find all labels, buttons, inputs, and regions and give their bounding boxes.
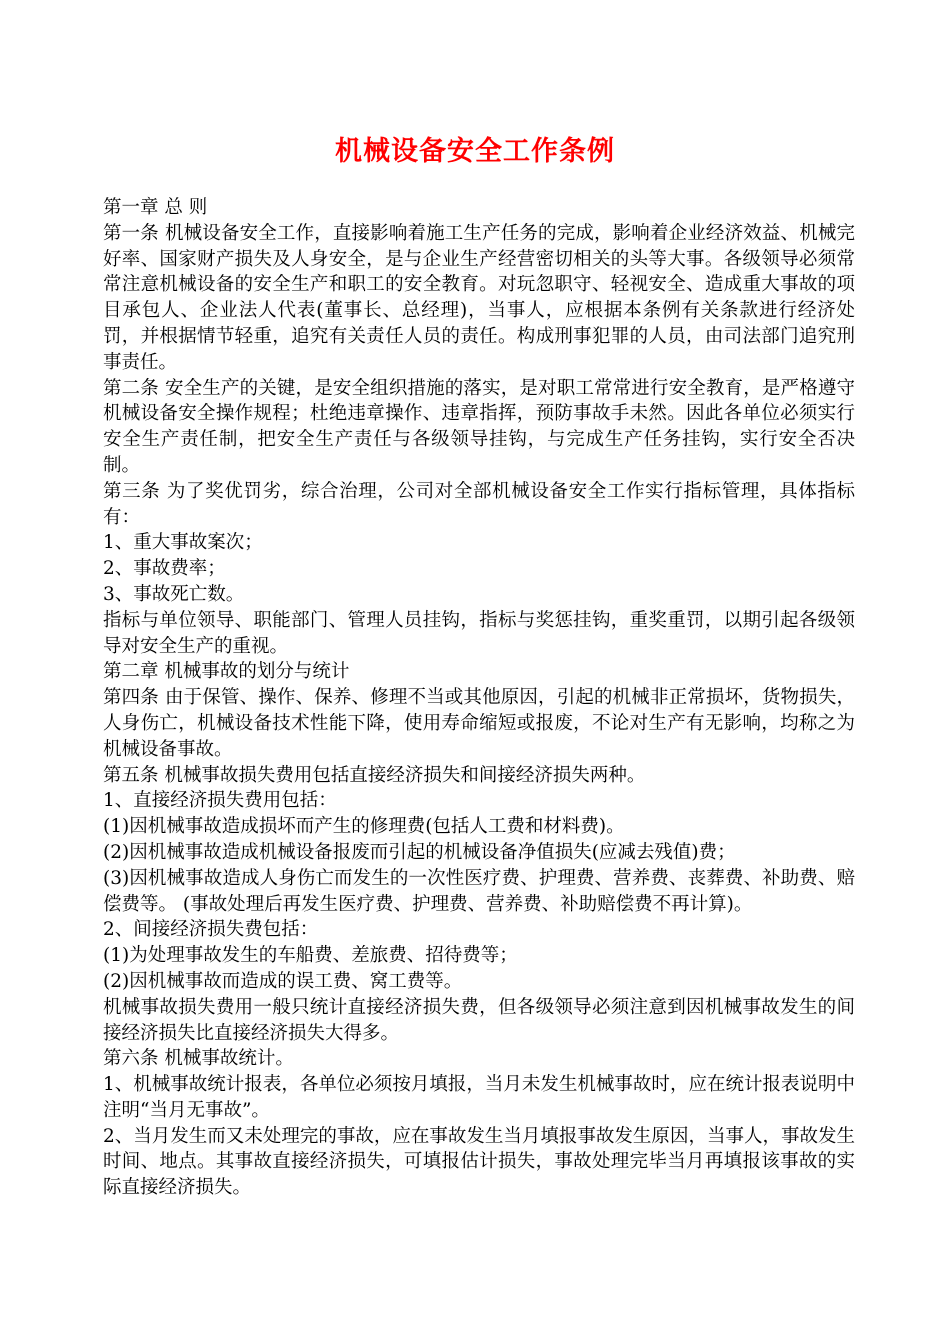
document-title: 机械设备安全工作条例 [335, 136, 615, 167]
article-paragraph: 第三条 为了奖优罚劣，综合治理，公司对全部机械设备安全工作实行指标管理，具体指标有： [103, 480, 855, 528]
body-paragraph: 指标与单位领导、职能部门、管理人员挂钩，指标与奖惩挂钩，重奖重罚，以期引起各级领导对安全生产的重视。 [103, 609, 855, 657]
chapter-heading: 第二章 机械事故的划分与统计 [103, 661, 350, 683]
list-item: 3、事故死亡数。 [103, 583, 245, 605]
article-paragraph: 第四条 由于保管、操作、保养、修理不当或其他原因，引起的机械非正常损坏，货物损失，人身伤亡，机械设备技术性能下降，使用寿命缩短或报废，不论对生产有无影响，均称之为机械设备事故。 [103, 687, 855, 760]
list-item: 1、直接经济损失费用包括： [103, 790, 337, 812]
list-item: (1)为处理事故发生的车船费、差旅费、招待费等； [103, 945, 518, 967]
list-item: (3)因机械事故造成人身伤亡而发生的一次性医疗费、护理费、营养费、丧葬费、补助费、赔偿费等。 (事故处理后再发生医疗费、护理费、营养费、补助赔偿费不再计算)。 [103, 867, 855, 915]
body-paragraph: 机械事故损失费用一般只统计直接经济损失费，但各级领导必须注意到因机械事故发生的间接经济损失比直接经济损失大得多。 [103, 996, 855, 1044]
chapter-heading: 第一章 总 则 [103, 197, 208, 218]
list-item: 1、重大事故案次； [103, 532, 263, 554]
list-item: 2、当月发生而又未处理完的事故，应在事故发生当月填报事故发生原因，当事人，事故发生时间、地点。其事故直接经济损失，可填报估计损失，事故处理完毕当月再填报该事故的实际直接经济损失。 [103, 1125, 855, 1199]
list-item: (2)因机械事故而造成的误工费、窝工费等。 [103, 970, 463, 992]
list-item: (1)因机械事故造成损坏而产生的修理费(包括人工费和材料费)。 [103, 816, 625, 838]
article-paragraph: 第六条 机械事故统计。 [103, 1048, 294, 1070]
article-paragraph: 第一条 机械设备安全工作，直接影响着施工生产任务的完成，影响着企业经济效益、机械完好率、国家财产损失及人身安全，是与企业生产经营密切相关的头等大事。各级领导必须常常注意机械设备的安全生产和职工的安全教育。对玩忽职守、轻视安全、造成重大事故的项目承包人、企业法人代表(董事长、总经理)，当事人，应根据本条例有关条款进行经济处罚，并根据情节轻重，追究有关责任人员的责任。构成刑事犯罪的人员，由司法部门追究刑事责任。 [103, 222, 855, 373]
article-paragraph: 第二条 安全生产的关键，是安全组织措施的落实，是对职工常常进行安全教育，是严格遵守机械设备安全操作规程；杜绝违章操作、违章指挥，预防事故手未然。因此各单位必须实行安全生产责任制，把安全生产责任与各级领导挂钩，与完成生产任务挂钩，实行安全否决制。 [103, 377, 855, 476]
article-paragraph: 第五条 机械事故损失费用包括直接经济损失和间接经济损失两种。 [103, 764, 646, 786]
list-item: 2、事故费率； [103, 558, 226, 580]
list-item: 1、机械事故统计报表，各单位必须按月填报，当月未发生机械事故时，应在统计报表说明中注明“当月无事故”。 [103, 1074, 855, 1121]
list-item: (2)因机械事故造成机械设备报废而引起的机械设备净值损失(应减去残值)费； [103, 841, 736, 863]
document-body [103, 195, 855, 1201]
list-item: 2、间接经济损失费包括： [103, 919, 319, 941]
